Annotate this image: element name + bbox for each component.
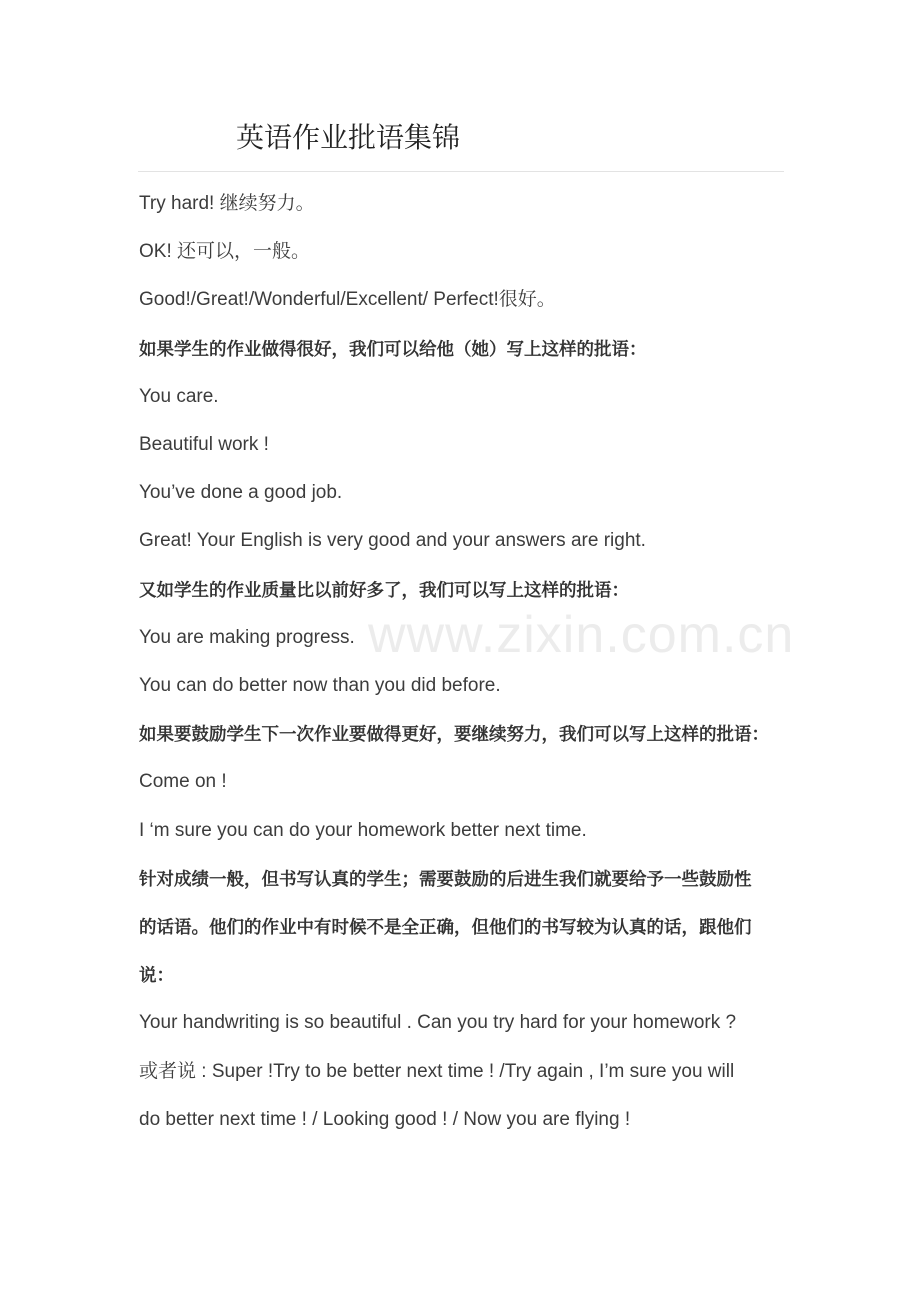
section-heading: 说：: [139, 965, 174, 986]
text-line: Your handwriting is so beautiful . Can you try hard for your homework ?: [139, 1012, 737, 1034]
section-heading: 如果要鼓励学生下一次作业要做得更好，要继续努力，我们可以写上这样的批语：: [139, 724, 769, 745]
text-line: Come on !: [139, 771, 227, 793]
document-title: 英语作业批语集锦: [236, 122, 461, 153]
watermark: www.zixin.com.cn: [368, 606, 795, 664]
text-line: Great! Your English is very good and your answers are right.: [139, 530, 646, 552]
text-line: Good!/Great!/Wonderful/Excellent/ Perfect!很好。: [139, 289, 556, 311]
text-line: You’ve done a good job.: [139, 482, 343, 504]
document-body: [139, 180, 787, 1144]
section-heading: 的话语。他们的作业中有时候不是全正确，但他们的书写较为认真的话，跟他们: [139, 917, 752, 938]
text-line: 或者说 : Super !Try to be better next time ! /Try again , I’m sure you will: [139, 1060, 735, 1082]
text-line: do better next time ! / Looking good ! / Now you are flying !: [139, 1108, 631, 1130]
section-heading: 又如学生的作业质量比以前好多了，我们可以写上这样的批语：: [139, 579, 629, 600]
text-line: You can do better now than you did before.: [139, 675, 501, 697]
text-line: You are making progress.: [139, 626, 355, 648]
text-line: Try hard! 继续努力。: [139, 193, 315, 214]
text-line: OK! 还可以，一般。: [139, 241, 311, 263]
text-line: You care.: [139, 385, 219, 407]
text-line: I ‘m sure you can do your homework better next time.: [139, 819, 587, 841]
text-line: Beautiful work !: [139, 434, 269, 456]
title-divider: [138, 171, 784, 172]
section-heading: 如果学生的作业做得很好，我们可以给他（她）写上这样的批语：: [139, 338, 647, 359]
section-heading: 针对成绩一般，但书写认真的学生；需要鼓励的后进生我们就要给予一些鼓励性: [139, 868, 752, 889]
